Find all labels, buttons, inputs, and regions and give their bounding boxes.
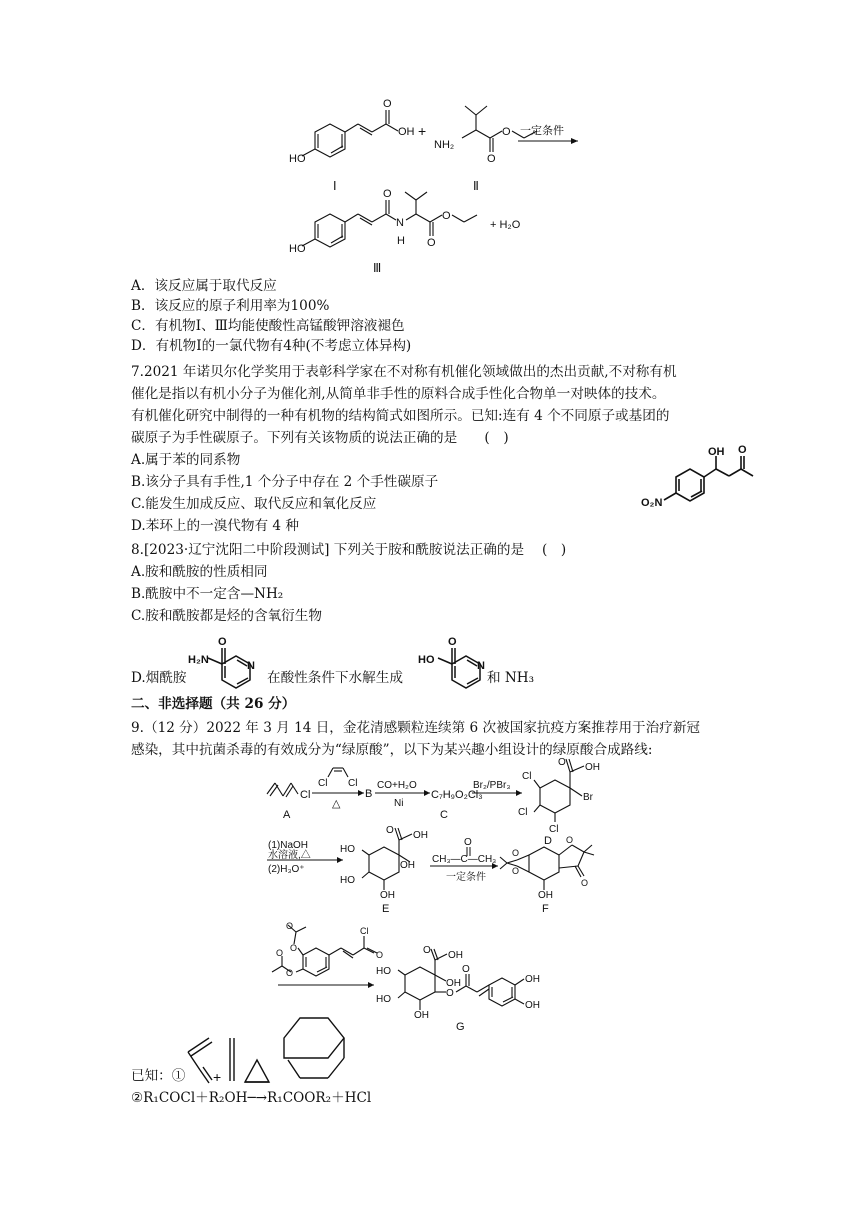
svg-text:HO: HO	[376, 994, 391, 1005]
q7-option-b: B.该分子具有手性,1 个分子中存在 2 个手性碳原子	[131, 474, 439, 490]
svg-text:Cl: Cl	[549, 824, 559, 835]
svg-text:O: O	[286, 968, 294, 978]
compound-III-o-ester: O	[442, 210, 451, 222]
svg-text:O: O	[218, 636, 227, 648]
svg-text:OH: OH	[414, 1010, 429, 1021]
label-III: Ⅲ	[373, 261, 382, 275]
svg-text:OH: OH	[585, 762, 600, 773]
svg-text:C: C	[440, 809, 448, 821]
svg-text:OH: OH	[525, 974, 540, 985]
q7-structure-oh: OH	[708, 446, 725, 458]
svg-text:OH: OH	[448, 950, 463, 961]
svg-text:OH: OH	[413, 830, 428, 841]
svg-text:C₇H₉O₂Cl₃: C₇H₉O₂Cl₃	[431, 789, 483, 801]
svg-text:OH: OH	[380, 890, 395, 901]
arrow-condition: 一定条件	[520, 125, 564, 137]
label-II: Ⅱ	[473, 179, 479, 193]
q8-option-b: B.酰胺中不一定含—NH₂	[131, 586, 284, 602]
svg-text:一定条件: 一定条件	[446, 872, 486, 883]
q7-option-a: A.属于苯的同系物	[131, 452, 241, 468]
compound-III-o-carbonyl: O	[427, 237, 436, 249]
compound-II-nh2: NH₂	[434, 139, 455, 151]
svg-text:H₂N: H₂N	[188, 654, 209, 666]
svg-text:O: O	[512, 866, 520, 876]
q7-stem-line-3: 有机催化研究中制得的一种有机物的结构简式如图所示。已知:连有 4 个不同原子或基团的	[131, 408, 670, 424]
q8-option-d-prefix: D.烟酰胺	[131, 670, 187, 686]
svg-text:N: N	[247, 660, 255, 672]
q8-stem: 8.[2023·辽宁沈阳二中阶段测试] 下列关于胺和酰胺说法正确的是 ( )	[131, 542, 567, 558]
svg-text:HO: HO	[340, 844, 355, 855]
svg-text:O: O	[376, 950, 384, 960]
svg-text:Cl: Cl	[360, 926, 369, 936]
svg-text:O: O	[290, 943, 298, 953]
svg-text:O: O	[462, 964, 470, 975]
svg-text:O: O	[286, 921, 294, 931]
svg-text:O: O	[464, 837, 472, 848]
q9-stem-line-2: 感染，其中抗菌杀毒的有效成分为“绿原酸”，以下为某兴趣小组设计的绿原酸合成路线:	[131, 742, 653, 758]
q7-stem-line-4: 碳原子为手性碳原子。下列有关该物质的说法正确的是 ( )	[131, 430, 509, 446]
svg-text:Cl: Cl	[518, 807, 528, 818]
q8-option-c: C.胺和酰胺都是烃的含氧衍生物	[131, 608, 322, 624]
svg-text:O: O	[446, 988, 454, 999]
compound-II-o-carbonyl: O	[487, 153, 496, 165]
svg-text:O: O	[558, 757, 566, 768]
q7-stem-line-2: 催化是指以有机小分子为催化剂,从简单非手性的原料合成手性化合物单一对映体的技术。	[131, 386, 666, 402]
q7-stem-line-1: 7.2021 年诺贝尔化学奖用于表彰科学家在不对称有机催化领域做出的杰出贡献,不对称有机	[131, 364, 677, 380]
svg-text:HO: HO	[340, 875, 355, 886]
compound-I-ho: HO	[289, 153, 306, 165]
svg-text:OH: OH	[525, 1000, 540, 1011]
compound-I-oh: OH	[398, 126, 415, 138]
svg-text:F: F	[542, 903, 549, 915]
q8-option-d-middle: 在酸性条件下水解生成	[267, 670, 403, 686]
q9-stem-line-1: 9.（12 分）2022 年 3 月 14 日，金花清感颗粒连续第 6 次被国家抗疫方案推荐用于治疗新冠	[131, 720, 701, 736]
known-label: 已知：①	[131, 1068, 186, 1084]
known-plus: +	[213, 1069, 222, 1085]
svg-text:O: O	[386, 825, 394, 836]
q6-option-b: B．该反应的原子利用率为100%	[131, 298, 330, 314]
svg-text:O: O	[566, 835, 574, 845]
svg-text:Cl: Cl	[348, 778, 358, 789]
svg-text:Cl: Cl	[318, 778, 328, 789]
svg-text:G: G	[456, 1021, 465, 1033]
svg-text:CH₃—C—CH₃: CH₃—C—CH₃	[432, 854, 497, 865]
svg-text:O: O	[512, 848, 520, 858]
svg-text:A: A	[283, 809, 291, 821]
svg-text:O: O	[581, 878, 589, 888]
svg-text:Br: Br	[583, 792, 593, 803]
q7-structure-no2: O₂N	[641, 497, 663, 509]
svg-text:(2)H₃O⁺: (2)H₃O⁺	[268, 864, 305, 875]
svg-text:N: N	[477, 660, 485, 672]
svg-text:OH: OH	[538, 890, 553, 901]
svg-text:OH: OH	[446, 978, 461, 989]
q6-option-a: A．该反应属于取代反应	[131, 278, 277, 294]
svg-text:D: D	[544, 835, 552, 847]
svg-text:Cl: Cl	[300, 789, 311, 801]
compound-III-h: H	[397, 235, 405, 247]
q8-option-a: A.胺和酰胺的性质相同	[131, 564, 268, 580]
plus-sign: +	[418, 123, 427, 139]
svg-text:△: △	[332, 798, 341, 810]
water-product: + H₂O	[490, 219, 521, 231]
svg-text:Ni: Ni	[394, 798, 404, 809]
svg-text:E: E	[382, 903, 390, 915]
svg-text:HO: HO	[376, 966, 391, 977]
section-2-title: 二、非选择题（共 26 分）	[131, 696, 296, 712]
svg-text:Br₂/PBr₃: Br₂/PBr₃	[473, 780, 511, 791]
q7-option-c: C.能发生加成反应、取代反应和氧化反应	[131, 496, 377, 512]
svg-text:(1)NaOH: (1)NaOH	[268, 840, 309, 851]
q7-structure-o: O	[738, 444, 747, 456]
svg-text:O: O	[448, 636, 457, 648]
compound-III-n: N	[396, 217, 404, 229]
svg-text:OH: OH	[400, 860, 415, 871]
q6-option-c: C．有机物Ⅰ、Ⅲ均能使酸性高锰酸钾溶液褪色	[131, 318, 405, 334]
compound-I-o: O	[383, 98, 392, 110]
compound-II-o-ester: O	[502, 126, 511, 138]
svg-text:HO: HO	[418, 654, 435, 666]
compound-III-o1: O	[383, 188, 392, 200]
svg-text:O: O	[276, 948, 284, 958]
q8-option-d-suffix: 和 NH₃	[487, 670, 535, 686]
q7-option-d: D.苯环上的一溴代物有 4 种	[131, 518, 299, 534]
svg-text:Cl: Cl	[522, 771, 532, 782]
q6-option-d: D．有机物Ⅰ的一氯代物有4种(不考虑立体异构)	[131, 338, 412, 354]
svg-text:B: B	[365, 788, 373, 800]
label-I: Ⅰ	[333, 179, 337, 193]
svg-text:水溶液,△: 水溶液,△	[268, 850, 311, 861]
svg-text:CO+H₂O: CO+H₂O	[377, 780, 417, 791]
svg-text:O: O	[423, 945, 431, 956]
compound-III-ho: HO	[289, 243, 306, 255]
known-reaction-2: ②R₁COCl＋R₂OH─→R₁COOR₂＋HCl	[131, 1090, 372, 1106]
